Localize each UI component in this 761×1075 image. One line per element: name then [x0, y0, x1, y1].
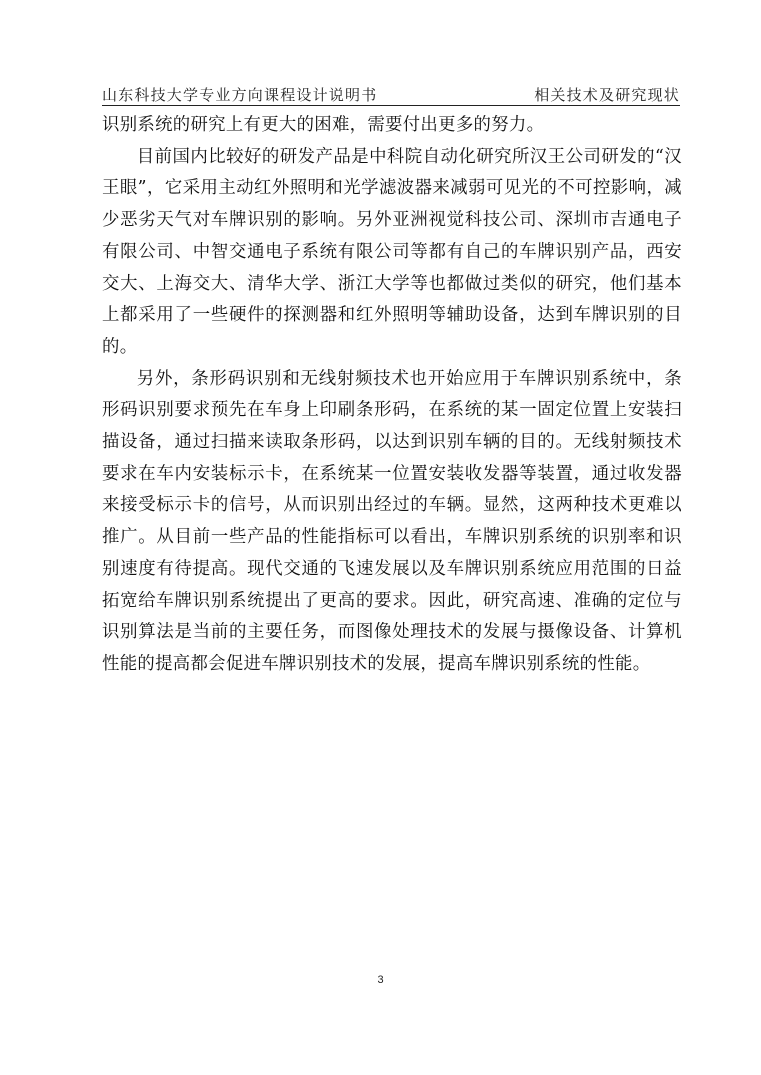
header-section-title: 相关技术及研究现状 [534, 86, 680, 104]
paragraph-domestic-products: 目前国内比较好的研发产品是中科院自动化研究所汉王公司研发的“汉王眼”，它采用主动红外照明和光学滤波器来减弱可见光的不可控影响，减少恶劣天气对车牌识别的影响。另外亚洲视觉科技公司、深圳市吉通电子有限公司、中智交通电子系统有限公司等都有自己的车牌识别产品，西安交大、上海交大、清华大学、浙江大学等也都做过类似的研究，他们基本上都采用了一些硬件的探测器和红外照明等辅助设备，达到车牌识别的目的。 [102, 146, 682, 357]
paragraph-barcode-rfid: 另外，条形码识别和无线射频技术也开始应用于车牌识别系统中，条形码识别要求预先在车身上印刷条形码，在系统的某一固定位置上安装扫描设备，通过扫描来读取条形码，以达到识别车辆的目的。无线射频技术要求在车内安装标示卡，在系统某一位置安装收发器等装置，通过收发器来接受标示卡的信号，从而识别出经过的车辆。显然，这两种技术更难以推广。从目前一些产品的性能指标可以看出，车牌识别系统的识别率和识别速度有待提高。现代交通的飞速发展以及车牌识别系统应用范围的日益拓宽给车牌识别系统提出了更高的要求。因此，研究高速、准确的定位与识别算法是当前的主要任务，而图像处理技术的发展与摄像设备、计算机性能的提高都会促进车牌识别技术的发展，提高车牌识别系统的性能。 [102, 368, 682, 674]
paragraph-continuation: 识别系统的研究上有更大的困难，需要付出更多的努力。 [102, 115, 545, 135]
header-document-title: 山东科技大学专业方向课程设计说明书 [102, 86, 378, 104]
body-text [102, 110, 682, 681]
page-header [102, 83, 680, 106]
page-number: 3 [377, 974, 384, 986]
